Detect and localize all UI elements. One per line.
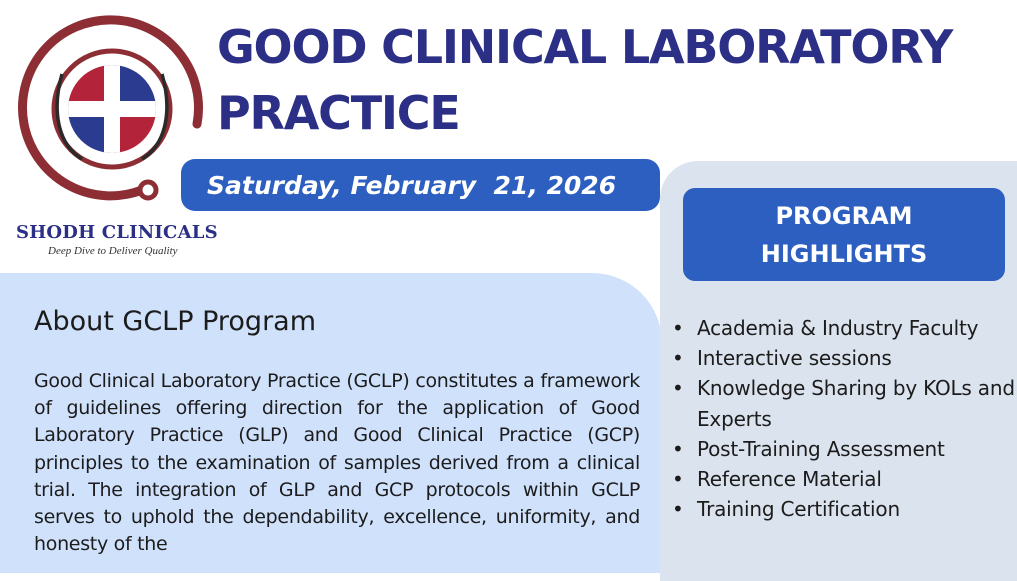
highlights-heading xyxy=(683,188,1005,281)
bullet-icon: • xyxy=(672,376,684,401)
about-body-text: Good Clinical Laboratory Practice (GCLP) constitutes a framework of guidelines offering direction for the application of Good Laboratory Practice (GLP) and Good Clinical Practice (GCP) principles to the examination of samples derived from a clinical trial. The integration of GLP and GCP protocols within GCLP serves to uphold the dependability, excellence, uniformity, and honesty of the xyxy=(34,370,640,556)
bullet-icon: • xyxy=(672,467,684,492)
bullet-icon: • xyxy=(672,497,684,522)
brand-logo xyxy=(12,14,218,264)
list-item xyxy=(672,373,1017,433)
highlights-list xyxy=(672,313,1017,524)
event-date-banner xyxy=(181,159,660,211)
list-item xyxy=(672,343,1017,373)
brand-name: SHODH CLINICALS xyxy=(16,222,218,243)
about-heading: About GCLP Program xyxy=(34,306,317,337)
brand-tagline: Deep Dive to Deliver Quality xyxy=(48,245,178,257)
bullet-icon: • xyxy=(672,436,684,461)
highlights-heading-line2: HIGHLIGHTS xyxy=(760,239,928,268)
bullet-icon: • xyxy=(672,316,684,340)
highlight-text: Academia & Industry Faculty xyxy=(697,316,979,340)
highlight-text: Reference Material xyxy=(697,467,882,492)
event-date: Saturday, February 21, 2026 xyxy=(207,170,617,200)
list-item xyxy=(672,434,1017,464)
page-title: GOOD CLINICAL LABORATORY PRACTICE xyxy=(217,20,953,140)
highlight-text: Interactive sessions xyxy=(697,346,892,371)
highlights-heading-line1: PROGRAM xyxy=(775,201,913,230)
bullet-icon: • xyxy=(672,346,684,371)
highlight-text: Knowledge Sharing by KOLs and Experts xyxy=(697,376,1015,431)
highlight-text: Post-Training Assessment xyxy=(697,436,945,461)
list-item xyxy=(672,464,1017,494)
list-item xyxy=(672,313,1017,343)
highlight-text: Training Certification xyxy=(697,497,900,522)
list-item xyxy=(672,494,1017,524)
